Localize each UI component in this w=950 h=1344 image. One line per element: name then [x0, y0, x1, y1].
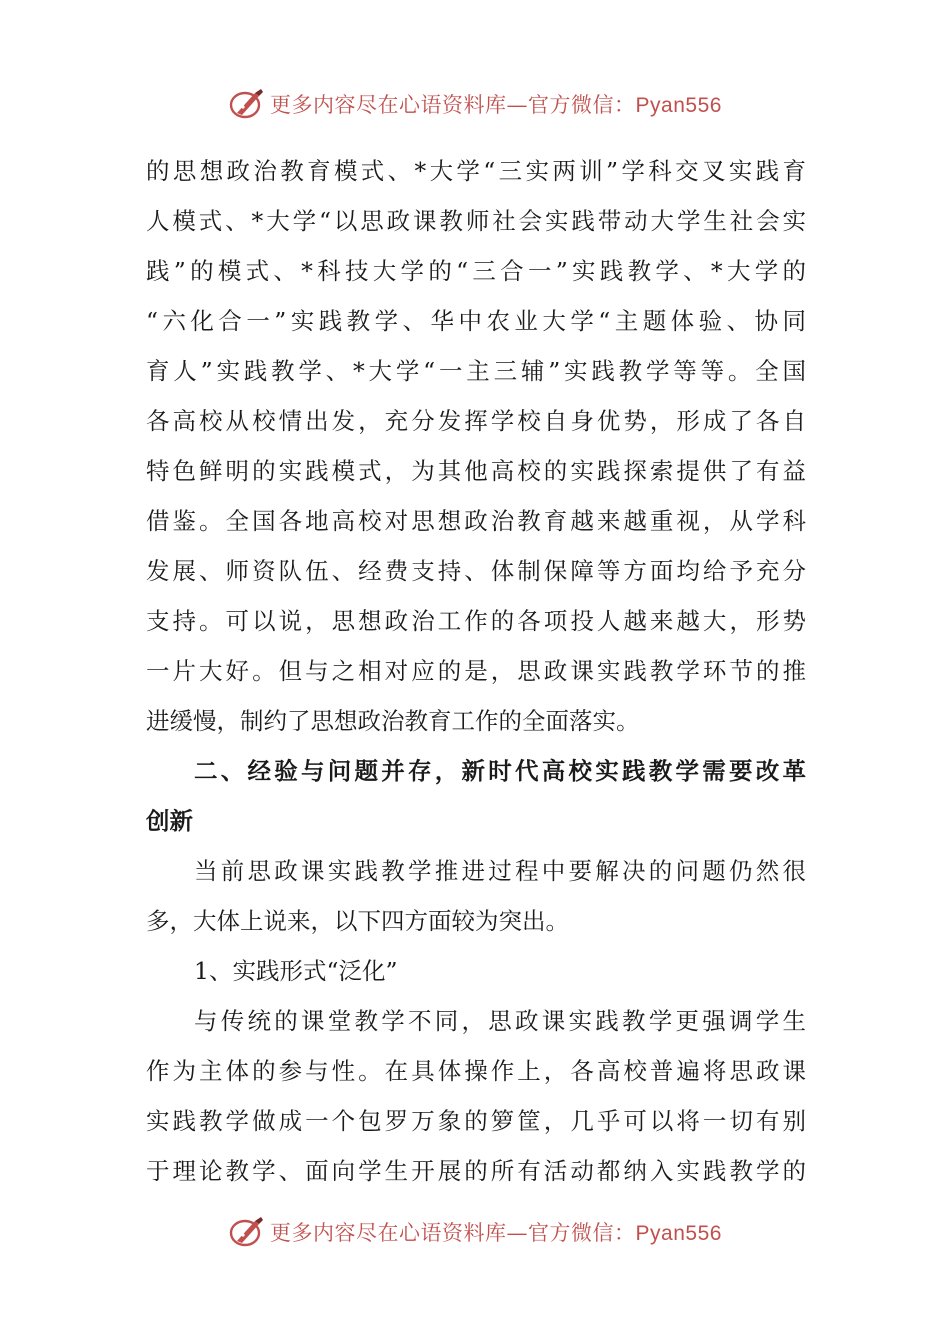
pen-nib-logo-icon [228, 87, 266, 121]
text-line: 特色鲜明的实践模式，为其他高校的实践探索提供了有益 [146, 457, 806, 485]
text-line: 践”的模式、*科技大学的“三合一”实践教学、*大学的 [146, 257, 806, 285]
text-line: 多，大体上说来，以下四方面较为突出。 [146, 907, 569, 935]
header-watermark-banner [0, 84, 950, 124]
text-line: 发展、师资队伍、经费支持、体制保障等方面均给予充分 [146, 557, 806, 585]
text-line: 于理论教学、面向学生开展的所有活动都纳入实践教学的 [146, 1157, 806, 1185]
banner-text: 更多内容尽在心语资料库—官方微信： [270, 93, 636, 117]
text-line: 与传统的课堂教学不同，思政课实践教学更强调学生 [194, 1007, 806, 1035]
text-line: 作为主体的参与性。在具体操作上，各高校普遍将思政课 [146, 1057, 806, 1085]
subheading: 1、实践形式“泛化” [194, 957, 398, 985]
text-line: “六化合一”实践教学、华中农业大学“主题体验、协同 [146, 307, 806, 335]
banner-wechat-id: Pyan556 [635, 94, 722, 117]
text-line: 各高校从校情出发，充分发挥学校自身优势，形成了各自 [146, 407, 806, 435]
text-line: 当前思政课实践教学推进过程中要解决的问题仍然很 [194, 857, 806, 885]
section-heading-cont: 创新 [146, 807, 193, 835]
pen-nib-logo-icon [228, 1215, 266, 1249]
text-line: 人模式、*大学“以思政课教师社会实践带动大学生社会实 [146, 207, 806, 235]
text-line: 一片大好。但与之相对应的是，思政课实践教学环节的推 [146, 657, 806, 685]
section-heading: 二、经验与问题并存，新时代高校实践教学需要改革 [194, 757, 806, 785]
text-line: 支持。可以说，思想政治工作的各项投人越来越大，形势 [146, 607, 806, 635]
text-line: 借鉴。全国各地高校对思想政治教育越来越重视，从学科 [146, 507, 806, 535]
banner-text: 更多内容尽在心语资料库—官方微信： [270, 1221, 636, 1245]
text-line: 实践教学做成一个包罗万象的箩筐，几乎可以将一切有别 [146, 1107, 806, 1135]
banner-wechat-id: Pyan556 [635, 1222, 722, 1245]
text-line: 的思想政治教育模式、*大学“三实两训”学科交叉实践育 [146, 157, 806, 185]
text-line: 进缓慢，制约了思想政治教育工作的全面落实。 [146, 707, 640, 735]
footer-watermark-banner [0, 1212, 950, 1252]
text-line: 育人”实践教学、*大学“一主三辅”实践教学等等。全国 [146, 357, 806, 385]
document-body [146, 146, 806, 1196]
